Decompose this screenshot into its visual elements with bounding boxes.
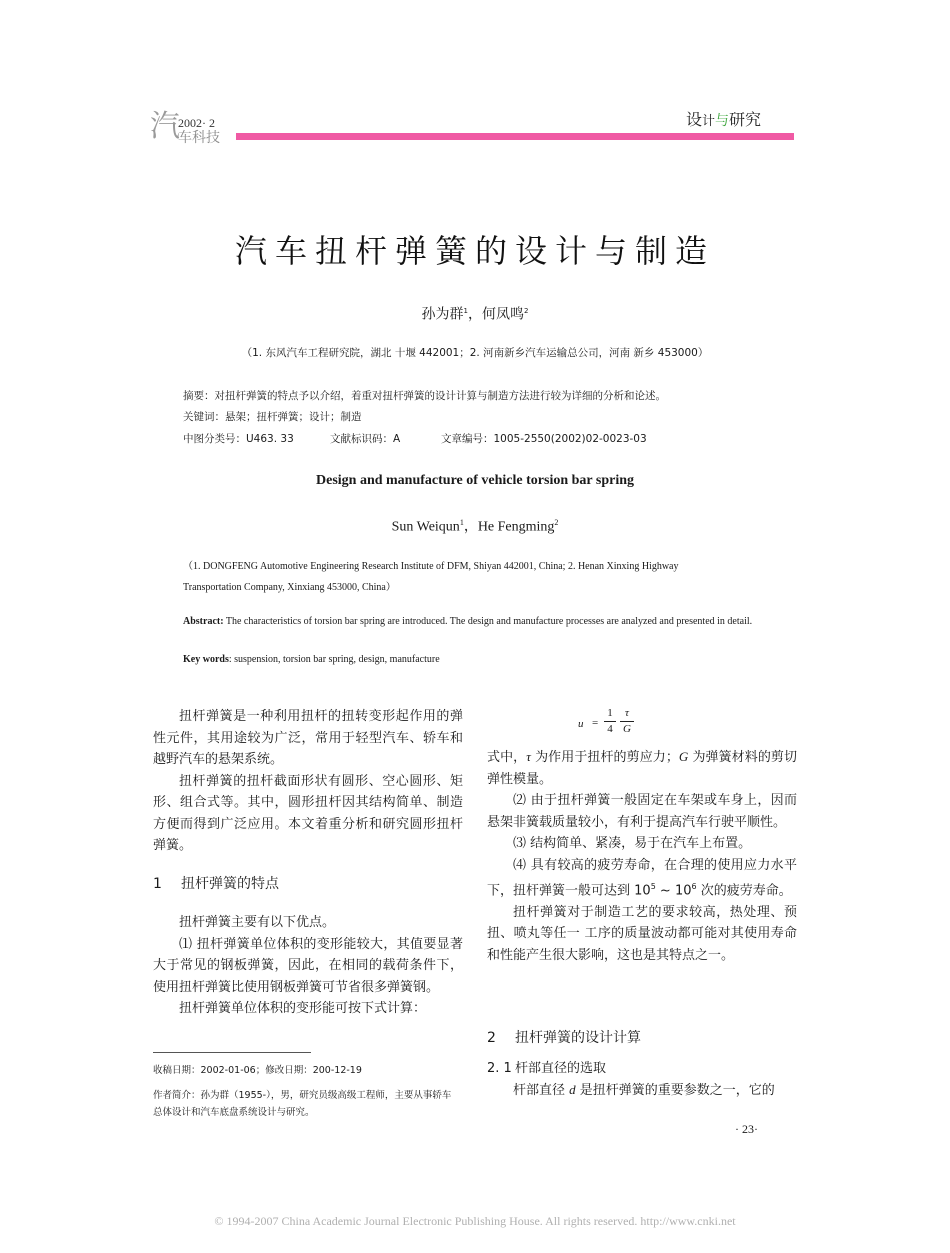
journal-logo-han: 汽 <box>150 109 180 144</box>
paragraph <box>487 1079 797 1102</box>
abstract-label: Abstract: <box>183 616 224 627</box>
fraction <box>604 707 616 736</box>
text-run: ~ 10 <box>655 883 692 899</box>
section-number: 1 <box>153 876 162 892</box>
formula-equals: = <box>592 717 599 729</box>
symbol: d <box>569 1082 576 1097</box>
paragraph: 扭杆弹簧主要有以下优点。 <box>179 915 336 930</box>
copyright-footer: © 1994-2007 China Academic Journal Electronic Publishing House. All rights reserved. http://www.cnki.net <box>214 1214 736 1228</box>
text-run: 杆部直径 <box>513 1083 570 1098</box>
footnote-author: 总体设计和汽车底盘系统设计与研究。 <box>153 1107 315 1118</box>
section-label <box>686 111 761 131</box>
author-name: 何凤鸣 <box>482 306 524 323</box>
paragraph: ⑴ 扭杆弹簧单位体积的变形能较大，其值要显著大于常见的钢板弹簧，因此，在相同的载荷条件下，使用扭杆弹簧比使用钢板弹簧可节省很多弹簧钢。 <box>153 936 463 995</box>
affiliations-cn: （1. 东风汽车工程研究院，湖北 十堰 442001；2. 河南新乡汽车运输总公司，河南 新乡 453000） <box>241 347 709 359</box>
author-sup: 1 <box>459 518 464 527</box>
subsection-title: 杆部直径的选取 <box>515 1061 607 1076</box>
exponent: 6 <box>691 882 697 891</box>
section-title: 扭杆弹簧的特点 <box>181 876 279 892</box>
paragraph <box>487 746 797 790</box>
text-run: ⑷ 具有较高的疲劳寿命，在合理的使用应力水平下，扭杆弹簧一般可达到 10 <box>487 857 797 899</box>
subsection-heading <box>487 1060 606 1078</box>
abstract-text: The characteristics of torsion bar spring are introduced. The design and manufacture processes are analyzed and presented in detail. <box>223 616 753 627</box>
section-number: 2 <box>487 1030 496 1046</box>
author-sep: ， <box>468 306 482 323</box>
denominator: 4 <box>607 723 613 735</box>
section-label-part: 计 <box>702 114 716 129</box>
paragraph: ⑵ 由于扭杆弹簧一般固定在车架或车身上，因而悬架非簧载质量较小，有利于提高汽车行驶平顺性。 <box>487 793 797 830</box>
paragraph <box>487 855 797 902</box>
author-sup: 1 <box>463 307 468 315</box>
fraction-line <box>604 721 616 722</box>
authors-en <box>0 514 950 537</box>
header-bar <box>236 133 794 140</box>
clc-number: 中图分类号：U463. 33 <box>183 433 294 445</box>
author-sep: ， <box>463 519 478 535</box>
abstract-en <box>183 612 778 632</box>
author-name: Sun Weiqun <box>391 519 460 535</box>
section-label-part: 研究 <box>729 110 762 129</box>
formula-lhs: u <box>578 718 584 730</box>
page-number: · 23· <box>735 1122 758 1136</box>
journal-name: 车科技 <box>178 130 220 146</box>
text-run: 为作用于扭杆的剪应力； <box>530 750 679 765</box>
keywords-cn: 关键词：悬架；扭杆弹簧；设计；制造 <box>183 411 362 423</box>
paragraph: ⑶ 结构简单、紧凑，易于在汽车上布置。 <box>513 836 752 851</box>
title-en: Design and manufacture of vehicle torsion bar spring <box>316 473 634 488</box>
denominator: G <box>623 723 631 735</box>
section-label-part: 设 <box>686 110 703 129</box>
paragraph: 扭杆弹簧对于制造工艺的要求较高，热处理、预扭、喷丸等任一 工序的质量波动都可能对其使用寿命和性能产生很大影响，这也是其特点之一。 <box>487 904 797 963</box>
text-run: 是扭杆弹簧的重要参数之一，它的 <box>575 1083 775 1098</box>
journal-issue: 2002· 2 <box>178 116 215 130</box>
abstract-cn: 摘要：对扭杆弹簧的特点予以介绍，着重对扭杆弹簧的设计计算与制造方法进行较为详细的分析和论述。 <box>183 390 666 402</box>
affiliation-line: （1. DONGFENG Automotive Engineering Research Institute of DFM, Shiyan 442001, China; 2. Henan Xinxing Highway <box>183 561 679 572</box>
section-label-part: 与 <box>715 113 730 129</box>
text-run: 次的疲劳寿命。 <box>696 883 792 899</box>
section-title: 扭杆弹簧的设计计算 <box>515 1030 641 1046</box>
keywords-text: : suspension, torsion bar spring, design, manufacture <box>228 654 440 665</box>
left-column-body <box>153 912 463 1020</box>
section-heading <box>487 1029 641 1047</box>
exponent: 5 <box>650 882 656 891</box>
text-run: 为弹簧材料的剪切弹性模量。 <box>487 750 797 787</box>
symbol: G <box>678 749 689 764</box>
author-name: He Fengming <box>477 519 555 535</box>
left-column-intro <box>153 706 463 857</box>
author-name: 孙为群 <box>421 306 464 323</box>
paragraph: 扭杆弹簧是一种利用扭杆的扭转变形起作用的弹性元件，其用途较为广泛，常用于轻型汽车、轿车和越野汽车的悬架系统。 <box>153 709 463 767</box>
author-sup: 2 <box>554 518 559 527</box>
footnote-author: 作者简介：孙为群（1955-），男，研究员级高级工程师，主要从事轿车 <box>153 1090 452 1101</box>
title-cn: 汽车扭杆弹簧的设计与制造 <box>234 232 715 270</box>
footnote-received: 收稿日期：2002-01-06；修改日期：200-12-19 <box>153 1065 362 1076</box>
symbol: τ <box>526 749 531 764</box>
footnote-rule <box>153 1052 311 1053</box>
numerator: 1 <box>607 707 613 719</box>
formula <box>578 707 668 741</box>
document-code: 文献标识码：A <box>330 433 401 445</box>
article-number: 文章编号：1005-2550(2002)02-0023-03 <box>441 433 647 445</box>
right-column-body <box>487 746 797 966</box>
authors-cn <box>0 302 950 324</box>
affiliations-en <box>183 556 783 598</box>
fraction <box>620 707 634 736</box>
subsection-number: 2. 1 <box>487 1061 512 1076</box>
keywords-en <box>183 653 440 667</box>
right-column-tail <box>487 1079 797 1102</box>
fraction-line <box>620 721 634 722</box>
keywords-label: Key words <box>183 654 229 665</box>
paragraph: 扭杆弹簧的扭杆截面形状有圆形、空心圆形、矩形、组合式等。其中，圆形扭杆因其结构简单、制造方便而得到广泛应用。本文着重分析和研究圆形扭杆弹簧。 <box>153 773 463 853</box>
section-heading <box>153 875 279 893</box>
affiliation-line: Transportation Company, Xinxiang 453000, China） <box>183 582 396 593</box>
text-run: 式中， <box>487 750 527 765</box>
numerator: τ <box>625 707 629 719</box>
author-sup: 2 <box>524 307 529 315</box>
paragraph: 扭杆弹簧单位体积的变形能可按下式计算： <box>179 1001 427 1016</box>
